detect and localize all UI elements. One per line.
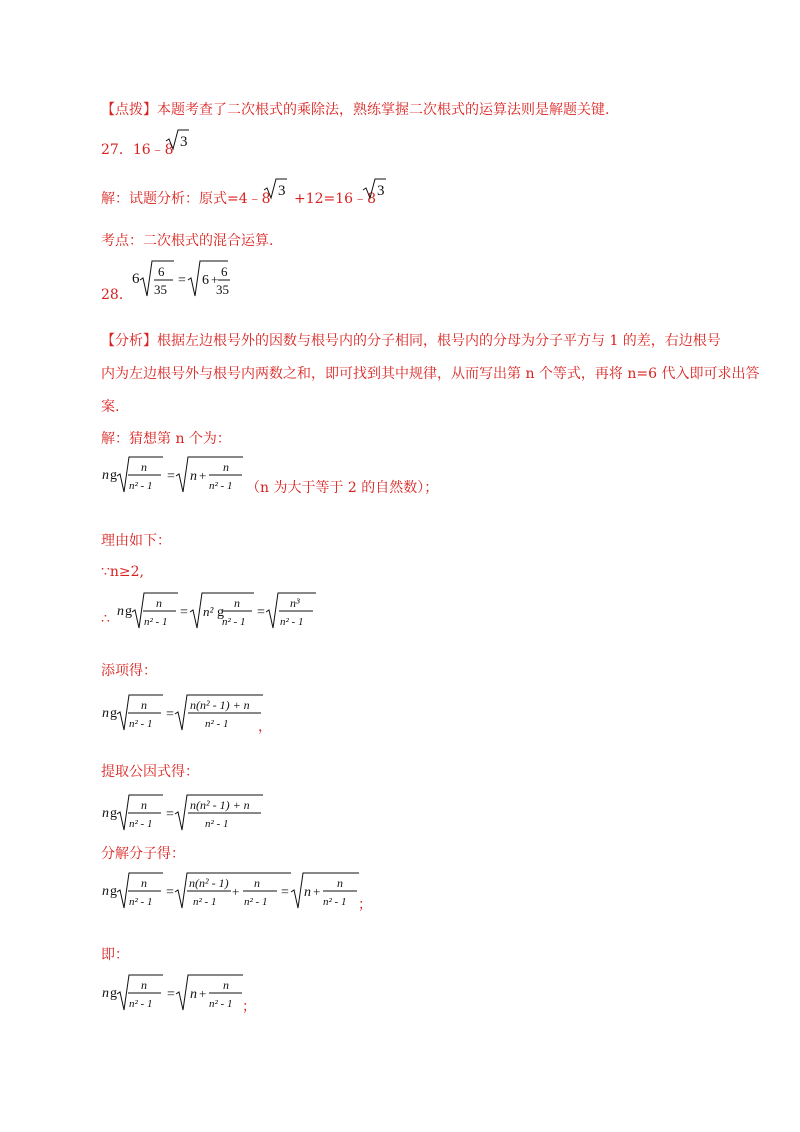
svg-text:6: 6	[202, 273, 209, 288]
q28-analysis-line2: 内为左边根号外与根号内两数之和，即可找到其中规律，从而写出第 n 个等式，再将 n=6 代入即可求出答	[101, 366, 760, 382]
q27-kaodian: 考点：二次根式的混合运算.	[101, 233, 274, 249]
svg-text:=: =	[167, 469, 175, 484]
svg-text:n: n	[254, 876, 260, 890]
q27-solution	[101, 190, 271, 208]
svg-text:n: n	[304, 885, 311, 900]
svg-text:n(n² - 1) + n: n(n² - 1) + n	[190, 698, 250, 712]
q28-analysis-line1: 【分析】根据左边根号外的因数与根号内的分子相同，根号内的分母为分子平方与 1 的差，右边根号	[101, 333, 721, 349]
svg-text:n² - 1: n² - 1	[129, 718, 153, 730]
svg-text:3: 3	[377, 183, 385, 199]
svg-text:n: n	[102, 806, 109, 821]
svg-text:n² - 1: n² - 1	[144, 616, 168, 628]
svg-text:35: 35	[216, 282, 229, 297]
svg-text:n: n	[141, 978, 147, 992]
svg-text:6: 6	[158, 264, 165, 279]
svg-text:n³: n³	[290, 596, 300, 610]
q27-sqrt3-a	[262, 177, 288, 201]
q28-therefore-equation	[116, 590, 326, 636]
svg-text:+: +	[232, 884, 240, 899]
svg-text:n: n	[102, 706, 109, 721]
svg-text:g: g	[110, 468, 117, 483]
svg-text:+: +	[199, 468, 207, 483]
svg-text:g: g	[110, 806, 117, 821]
svg-text:3: 3	[180, 134, 188, 150]
svg-text:=: =	[167, 987, 175, 1002]
svg-text:=: =	[178, 273, 186, 288]
q28-decompose: 分解分子得：	[101, 846, 185, 862]
q27-solution-a: 解：试题分析：原式=4﹣8	[101, 191, 271, 207]
svg-text:n² - 1: n² - 1	[205, 718, 229, 730]
svg-text:n² - 1: n² - 1	[222, 616, 246, 628]
q28-decompose-semicolon: ；	[358, 897, 372, 913]
svg-text:n² - 1: n² - 1	[129, 896, 153, 908]
svg-text:n: n	[156, 596, 162, 610]
q28-add-term-comma: ，	[258, 719, 272, 735]
q28-analysis-line3: 案.	[101, 399, 120, 415]
svg-text:=: =	[257, 605, 265, 620]
svg-text:n² - 1: n² - 1	[193, 896, 217, 908]
svg-text:n² - 1: n² - 1	[205, 818, 229, 830]
svg-text:n: n	[190, 987, 197, 1002]
svg-text:n: n	[141, 876, 147, 890]
svg-text:=: =	[281, 885, 289, 900]
svg-text:n: n	[102, 884, 109, 899]
svg-text:n: n	[141, 798, 147, 812]
q28-reason: 理由如下：	[101, 533, 171, 549]
svg-text:n² - 1: n² - 1	[129, 818, 153, 830]
svg-text:g: g	[110, 986, 117, 1001]
svg-text:n² - 1: n² - 1	[129, 998, 153, 1010]
svg-text:n: n	[223, 460, 229, 474]
svg-text:35: 35	[154, 282, 167, 297]
svg-text:+: +	[211, 272, 219, 287]
svg-text:n: n	[141, 698, 147, 712]
svg-text:n² - 1: n² - 1	[209, 480, 233, 492]
q27-answer-text: 27．16﹣8	[101, 142, 174, 158]
q28-add-term-equation	[101, 690, 271, 736]
q27-sqrt3-b	[361, 177, 387, 201]
svg-text:n: n	[102, 986, 109, 1001]
q28-factor-equation	[101, 790, 271, 836]
svg-text:g: g	[125, 604, 132, 619]
svg-text:n(n² - 1) + n: n(n² - 1) + n	[190, 798, 250, 812]
q28-guess-equation	[101, 452, 251, 498]
svg-text:=: =	[180, 605, 188, 620]
svg-text:+: +	[313, 884, 321, 899]
svg-text:n: n	[117, 604, 124, 619]
q28-equation	[130, 256, 230, 302]
q28-ie: 即：	[101, 947, 129, 963]
svg-text:g: g	[110, 706, 117, 721]
svg-text:3: 3	[278, 183, 286, 199]
svg-text:g: g	[217, 605, 224, 620]
q28-since: ∵n≥2,	[101, 564, 145, 580]
svg-text:6: 6	[221, 264, 228, 279]
q28-guess: 解：猜想第 n 个为：	[101, 431, 231, 447]
q28-therefore: ∴	[101, 611, 110, 627]
q28-guess-condition: （n 为大于等于 2 的自然数）；	[246, 480, 439, 496]
svg-text:n² - 1: n² - 1	[209, 998, 233, 1010]
svg-text:n²: n²	[203, 604, 214, 619]
svg-text:n: n	[102, 468, 109, 483]
q28-number: 28．	[101, 287, 133, 303]
svg-text:n² - 1: n² - 1	[129, 480, 153, 492]
svg-text:g: g	[110, 884, 117, 899]
q28-decompose-equation	[101, 868, 361, 914]
q28-add-term: 添项得：	[101, 663, 157, 679]
q27-answer-sqrt3	[164, 128, 190, 152]
svg-text:n(n² - 1): n(n² - 1)	[189, 876, 229, 890]
svg-text:n: n	[141, 460, 147, 474]
svg-text:=: =	[166, 807, 174, 822]
svg-text:n: n	[234, 596, 240, 610]
q28-ie-semicolon: ；	[242, 999, 256, 1015]
svg-text:n: n	[223, 978, 229, 992]
svg-text:6: 6	[132, 271, 140, 287]
svg-text:+: +	[199, 986, 207, 1001]
q28-ie-equation	[101, 970, 251, 1016]
q27-answer	[101, 141, 174, 159]
q27-solution-b: +12=16﹣8	[294, 191, 376, 207]
svg-text:=: =	[166, 885, 174, 900]
dianbo-note: 【点拨】本题考查了二次根式的乘除法，熟练掌握二次根式的运算法则是解题关键.	[101, 102, 610, 118]
svg-text:n² - 1: n² - 1	[323, 896, 347, 908]
svg-text:n: n	[337, 876, 343, 890]
svg-text:n² - 1: n² - 1	[280, 616, 304, 628]
svg-text:=: =	[166, 707, 174, 722]
svg-text:n² - 1: n² - 1	[244, 896, 268, 908]
svg-text:n: n	[190, 469, 197, 484]
q28-factor-common: 提取公因式得：	[101, 764, 199, 780]
